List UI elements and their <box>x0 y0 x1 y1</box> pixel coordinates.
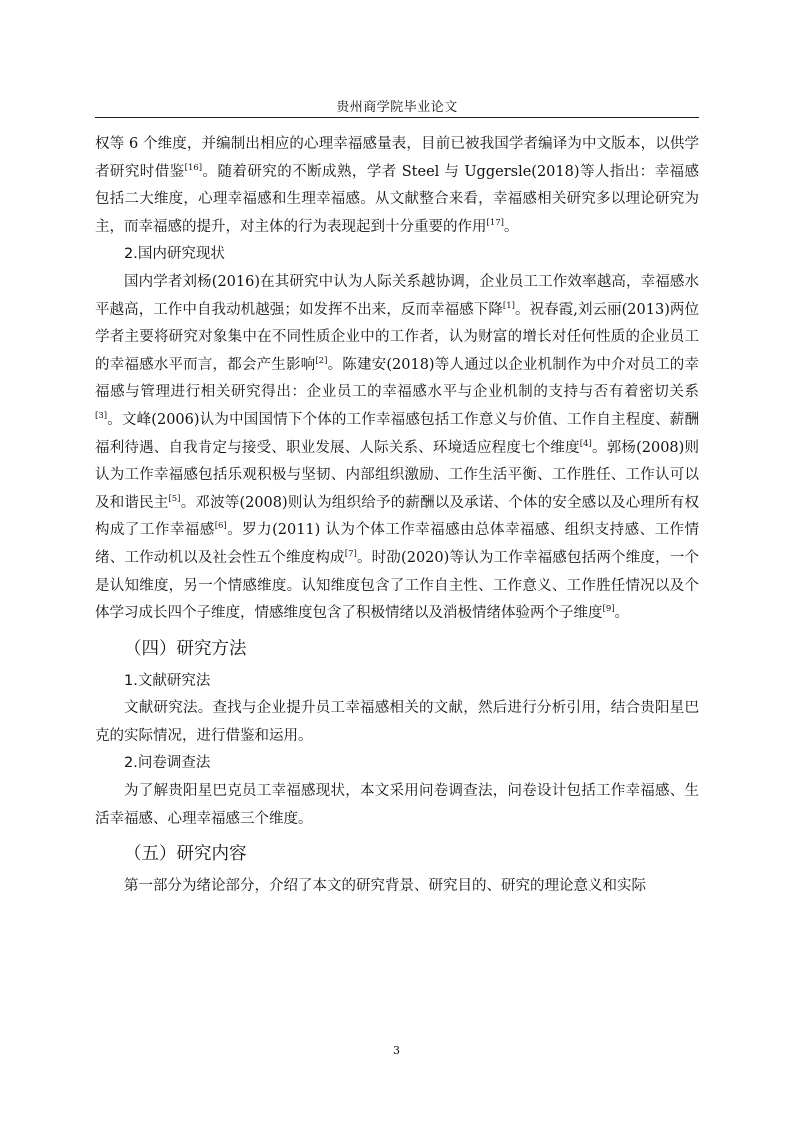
paragraph <box>95 695 699 750</box>
page-number: 3 <box>393 1044 400 1057</box>
citation-ref: [9] <box>602 604 615 615</box>
paragraph-text: 权等 6 个维度，并编制出相应的心理幸福感量表，目前已被我国学者编译为中文版本，以供学者研究时借鉴 <box>95 136 699 180</box>
citation-ref: [17] <box>486 217 504 228</box>
citation-ref: [16] <box>184 162 203 173</box>
page-header: 贵州商学院毕业论文 <box>336 100 458 115</box>
paragraph-text: 为了解贵阳星巴克员工幸福感现状，本文采用问卷调查法，问卷设计包括工作幸福感、生活幸福感、心理幸福感三个维度。 <box>95 783 699 827</box>
paragraph <box>95 873 699 901</box>
section-heading: （五）研究内容 <box>124 844 247 865</box>
paragraph-text: 第一部分为绪论部分，介绍了本文的研究背景、研究目的、研究的理论意义和实际 <box>124 878 646 895</box>
citation-ref: [6] <box>214 521 227 532</box>
paragraph-text: 。 <box>503 218 519 235</box>
paragraph-text: 。郭杨(2008)则认为工作幸福感包括乐观积极与坚韧、内部组织激励、工作生活平衡、工作胜任、工作认可以及和谐民主 <box>95 439 699 511</box>
paragraph-text: 。邓波等(2008)则认为组织给予的薪酬以及承诺、个体的安全感以及心理所有权构成了工作幸福感 <box>95 494 699 539</box>
paragraph <box>95 778 699 833</box>
paragraph-text: 。时劭(2020)等认为工作幸福感包括两个维度，一个是认知维度，另一个情感维度。认知维度包含了工作自主性、工作意义、工作胜任情况以及个体学习成长四个子维度，情感维度包含了积极情绪以及消极情绪体验两个子维度 <box>95 549 700 622</box>
citation-ref: [2] <box>315 355 328 366</box>
citation-ref: [7] <box>344 548 357 559</box>
paragraph <box>95 269 699 628</box>
subsection-heading: 2.国内研究现状 <box>124 246 225 263</box>
document-body <box>95 131 699 901</box>
citation-ref: [1] <box>502 300 515 311</box>
paragraph-text: 。陈建安(2018)等人通过以企业机制作为中介对员工的幸福感与管理进行相关研究得出：企业员工的幸福感水平与企业机制的支持与否有着密切关系 <box>95 356 699 401</box>
paragraph-text: 国内学者刘杨(2016)在其研究中认为人际关系越协调，企业员工工作效率越高，幸福感水平越高，工作中自我动机越强；如发挥不出来，反而幸福感下降 <box>95 273 699 318</box>
header-rule <box>95 117 699 118</box>
paragraph-text: 。罗力(2011) 认为个体工作幸福感由总体幸福感、组织支持感、工作情绪、工作动机以及社会性五个维度构成 <box>95 522 699 566</box>
citation-ref: [4] <box>579 438 592 449</box>
subsection-heading: 2.问卷调查法 <box>124 755 211 772</box>
section-heading: （四）研究方法 <box>124 638 247 659</box>
citation-ref: [5] <box>168 493 181 504</box>
paragraph-text: 。祝春霞,刘云丽(2013)两位学者主要将研究对象集中在不同性质企业中的工作者，认为财富的增长对任何性质的企业员工的幸福感水平而言，都会产生影响 <box>95 301 700 373</box>
paragraph <box>95 131 699 241</box>
paragraph-text: 文献研究法。查找与企业提升员工幸福感相关的文献，然后进行分析引用，结合贵阳星巴克的实际情况，进行借鉴和运用。 <box>95 700 699 744</box>
citation-ref: [3] <box>95 410 108 421</box>
paragraph-text: 。文峰(2006)认为中国国情下个体的工作幸福感包括工作意义与价值、工作自主程度、薪酬福利待遇、自我肯定与接受、职业发展、人际关系、环境适应程度七个维度 <box>95 411 699 456</box>
paragraph-text: 。随着研究的不断成熟，学者 Steel 与 Uggersle(2018)等人指出：幸福感包括二大维度，心理幸福感和生理幸福感。从文献整合来看，幸福感相关研究多以理论研究为主，而幸福感的提升，对主体的行为表现起到十分重要的作用 <box>95 163 699 235</box>
subsection-heading: 1.文献研究法 <box>124 672 211 689</box>
paragraph-text: 。 <box>614 605 630 622</box>
